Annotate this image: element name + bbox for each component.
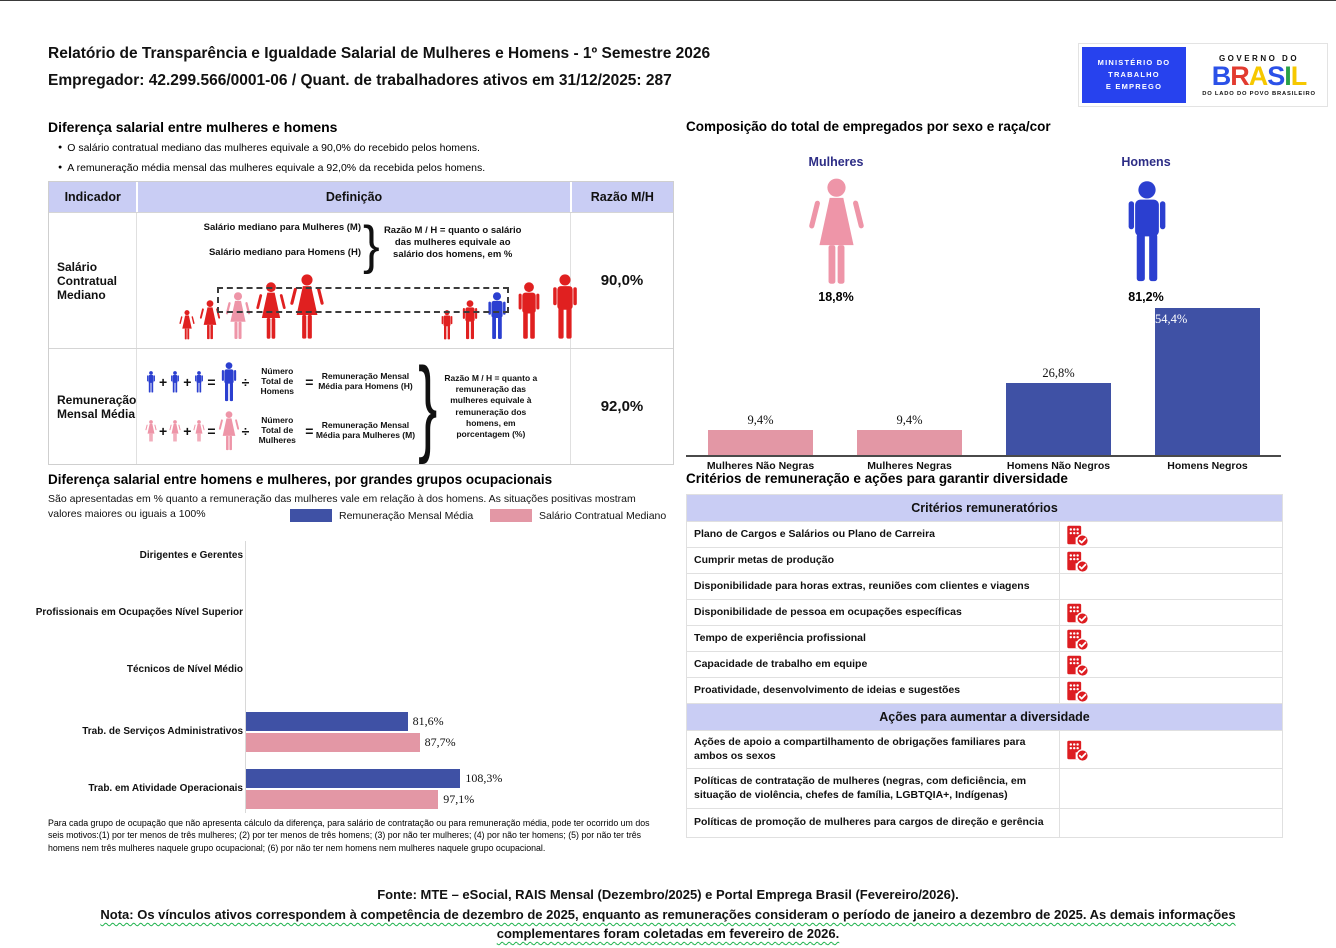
equals-operator: =	[305, 423, 314, 439]
footer-nota: Nota: Os vínculos ativos correspondem à competência de dezembro de 2025, enquanto as remunerações consideram o período de janeiro a dezembro de 2025. As demais informações complementares foram coletadas em fevereiro de 2026.	[100, 907, 1236, 941]
legend-label: Salário Contratual Mediano	[539, 509, 667, 522]
criteria-row: Políticas de promoção de mulheres para cargos de direção e gerência	[687, 808, 1282, 837]
comp-bar-slot	[984, 309, 1133, 455]
comp-bar-slot	[835, 309, 984, 455]
ratio-definition-note: Razão M / H = quanto o salário das mulheres equivale ao salário dos homens, em %	[383, 225, 522, 260]
homens-pct: 81,2%	[1128, 290, 1164, 304]
criteria-row: Capacidade de trabalho em equipe	[687, 651, 1282, 677]
criteria-row: Ações de apoio a compartilhamento de obrigações familiares para ambos os sexos	[687, 730, 1282, 768]
bar-value-label: 81,6%	[412, 714, 444, 728]
equals-operator: =	[207, 374, 216, 390]
section-title-gap: Diferença salarial entre mulheres e homens	[48, 119, 338, 135]
building-check-icon	[1065, 523, 1089, 547]
building-check-icon	[1065, 653, 1089, 677]
comp-chart-baseline	[686, 455, 1281, 457]
criteria-section-header: Ações para aumentar a diversidade	[687, 703, 1282, 730]
criteria-row: Proatividade, desenvolvimento de ideias e sugestões	[687, 677, 1282, 703]
governo-brasil-logo	[1195, 54, 1323, 97]
formula-men	[145, 362, 415, 402]
comp-bar-slot	[1133, 309, 1282, 455]
median-men-line: Salário mediano para Homens (H)	[208, 246, 361, 258]
col-header-razao: Razão M/H	[590, 190, 654, 204]
female-figure-icon	[145, 420, 157, 442]
occ-bar-group-operacionais	[246, 769, 502, 811]
brasil-wordmark: BRASIL	[1211, 60, 1307, 91]
comp-bar-value-inside: 54,4%	[1155, 312, 1188, 327]
median-women-line: Salário mediano para Mulheres (M)	[203, 222, 361, 233]
bar-value-label: 97,1%	[443, 792, 475, 806]
comp-bar-value: 26,8%	[1042, 366, 1075, 380]
occ-bar-group-administrativos	[246, 712, 456, 754]
legend-swatch-blue	[290, 509, 332, 522]
section-title-criteria: Critérios de remuneração e ações para garantir diversidade	[686, 471, 1068, 486]
gap-bullet-2: ● A remuneração média mensal das mulheres equivale a 92,0% da recebida pelos homens.	[58, 162, 486, 174]
median-connector-dashed-box	[217, 287, 509, 313]
comp-bar-slot	[686, 309, 835, 455]
bar-mulheres-negras	[857, 430, 962, 455]
bullet-icon: ●	[58, 164, 63, 171]
occ-category-label: Técnicos de Nível Médio	[126, 664, 243, 675]
divide-operator: ÷	[241, 374, 250, 390]
bar-fill-pink	[246, 790, 438, 809]
plus-operator: +	[183, 374, 192, 390]
male-figure-icon	[439, 310, 455, 340]
ratio-value: 92,0%	[600, 398, 644, 415]
bar-fill-blue	[246, 769, 460, 788]
homens-label: Homens	[1121, 155, 1171, 169]
comp-bar-value: 9,4%	[747, 413, 774, 427]
building-check-icon	[1065, 549, 1089, 573]
criteria-row: Políticas de contratação de mulheres (negras, com deficiência, em situação de violência, chefes de família, LGBTQIA+, Indígenas)	[687, 768, 1282, 808]
ministry-logo-line: E EMPREGO	[1105, 82, 1163, 91]
table-row-salario-mediano	[49, 212, 673, 348]
female-figure-icon	[179, 310, 195, 340]
occ-category-label: Dirigentes e Gerentes	[139, 550, 243, 561]
bar-fill-blue	[246, 712, 408, 731]
criteria-table	[686, 494, 1283, 838]
plus-operator: +	[159, 374, 168, 390]
building-check-icon	[1065, 738, 1089, 762]
occ-category-label: Profissionais em Ocupações Nível Superior	[35, 607, 243, 618]
legend-label: Remuneração Mensal Média	[339, 509, 474, 522]
bar-mulheres-nao-negras	[708, 430, 813, 455]
criteria-row: Cumprir metas de produção	[687, 547, 1282, 573]
formula-women	[145, 411, 415, 451]
footer-fonte: Fonte: MTE – eSocial, RAIS Mensal (Dezembro/2025) e Portal Emprega Brasil (Fevereiro/2026).	[377, 887, 959, 902]
male-figure-icon	[513, 282, 545, 340]
comp-category-label: Mulheres Negras	[867, 460, 952, 472]
report-title: Relatório de Transparência e Igualdade Salarial de Mulheres e Homens - 1º Semestre 2026	[48, 45, 711, 62]
indicator-name: Remuneração Mensal Média	[49, 349, 137, 464]
divide-operator: ÷	[241, 423, 250, 439]
bar-remuneracao	[246, 769, 502, 788]
occupational-subtitle: São apresentadas em % quanto a remuneração das mulheres vale em relação à dos homens. As situações positivas mostram valores maiores ou iguais a 100%	[48, 493, 636, 521]
gov-logo-kicker: GOVERNO DO	[1218, 53, 1300, 63]
male-figure-icon	[547, 274, 583, 340]
male-figure-icon	[145, 371, 157, 393]
ratio-value: 90,0%	[600, 272, 644, 289]
bar-homens-nao-negros	[1006, 383, 1111, 455]
occ-category-label: Trab. em Atividade Operacionais	[88, 783, 243, 794]
definition-text-block	[183, 215, 570, 275]
comp-bar-value: 9,4%	[896, 413, 923, 427]
bar-salario	[246, 733, 456, 752]
gap-bullet-1: ● O salário contratual mediano das mulheres equivale a 90,0% do recebido pelos homens.	[58, 142, 480, 154]
bar-value-label: 87,7%	[424, 735, 456, 749]
bar-value-label: 108,3%	[465, 771, 503, 785]
definition-cell	[137, 213, 571, 348]
legend-swatch-pink	[490, 509, 532, 522]
indicator-table	[48, 181, 674, 465]
bullet-icon: ●	[58, 144, 63, 151]
col-header-indicador: Indicador	[49, 182, 138, 212]
ministry-logo-line: MINISTÉRIO DO	[1097, 58, 1171, 67]
plus-operator: +	[159, 423, 168, 439]
indicator-name: Salário Contratual Mediano	[49, 213, 137, 348]
female-figure-icon	[193, 420, 205, 442]
formula-column	[145, 362, 415, 451]
equals-operator: =	[207, 423, 216, 439]
criteria-row: Disponibilidade para horas extras, reuniões com clientes e viagens	[687, 573, 1282, 599]
table-row-remuneracao-media	[49, 348, 673, 464]
female-figure-large-icon	[218, 411, 240, 451]
building-check-icon	[1065, 627, 1089, 651]
bar-fill-pink	[246, 733, 420, 752]
mulheres-pct: 18,8%	[818, 290, 854, 304]
criteria-row: Tempo de experiência profissional	[687, 625, 1282, 651]
building-check-icon	[1065, 601, 1089, 625]
brace-glyph: }	[418, 346, 438, 465]
female-large-icon	[808, 178, 865, 286]
ministry-logo	[1082, 47, 1186, 103]
comp-category-label: Homens Negros	[1167, 460, 1248, 472]
result-label: Remuneração Mensal Média para Homens (H)	[318, 371, 413, 391]
male-figure-large-icon	[218, 362, 240, 402]
legend-salario	[490, 509, 666, 522]
occupational-footnote: Para cada grupo de ocupação que não apresenta cálculo da diferença, para salário de contratação ou para remuneração média, pode ter ocorrido um dos seis motivos:(1) por ter menos de três mulheres; (2) por ter menos de três homens; (3) por não ter mulheres; (4) por não ter homens; (5) por não ter três homens nem três mulheres naquele grupo ocupacional; (6) por não ter nem homens nem mulheres naquele grupo ocupacional.	[48, 818, 650, 853]
gov-logo-tagline: DO LADO DO POVO BRASILEIRO	[1202, 90, 1316, 97]
divisor-label: Número Total de Homens	[260, 366, 295, 396]
brace-glyph: }	[363, 215, 380, 275]
median-lines	[183, 223, 361, 272]
ratio-definition-note: Razão M / H = quanto a remuneração das mulheres equivale à remuneração dos homens, em porcentagem (%)	[444, 373, 538, 439]
definition-cell	[137, 346, 571, 465]
male-figure-icon	[169, 371, 181, 393]
result-label: Remuneração Mensal Média para Mulheres (M)	[315, 420, 416, 440]
occ-category-label: Trab. de Serviços Administrativos	[82, 726, 243, 737]
male-figure-icon	[193, 371, 205, 393]
comp-category-label: Mulheres Não Negras	[706, 460, 815, 472]
report-subtitle-employer: Empregador: 42.299.566/0001-06 / Quant. de trabalhadores ativos em 31/12/2025: 287	[48, 72, 672, 89]
section-title-composition: Composição do total de empregados por sexo e raça/cor	[686, 119, 1051, 134]
mulheres-label: Mulheres	[808, 155, 864, 169]
logo-block	[1078, 43, 1328, 107]
bar-salario	[246, 790, 502, 809]
section-title-occupational: Diferença salarial entre homens e mulheres, por grandes grupos ocupacionais	[48, 472, 553, 487]
bar-remuneracao	[246, 712, 456, 731]
divisor-label: Número Total de Mulheres	[258, 415, 296, 445]
female-figure-icon	[169, 420, 181, 442]
col-header-definicao: Definição	[138, 182, 571, 212]
criteria-section-header: Critérios remuneratórios	[687, 495, 1282, 521]
bar-homens-negros	[1155, 308, 1260, 455]
criteria-row: Disponibilidade de pessoa em ocupações específicas	[687, 599, 1282, 625]
comp-category-label: Homens Não Negros	[1006, 460, 1111, 472]
building-check-icon	[1065, 679, 1089, 703]
legend-remuneracao	[290, 509, 473, 522]
indicator-table-header	[49, 182, 673, 212]
male-large-icon	[1120, 178, 1174, 286]
plus-operator: +	[183, 423, 192, 439]
criteria-row: Plano de Cargos e Salários ou Plano de Carreira	[687, 521, 1282, 547]
equals-operator: =	[305, 374, 314, 390]
ministry-logo-line: TRABALHO	[1108, 70, 1160, 79]
